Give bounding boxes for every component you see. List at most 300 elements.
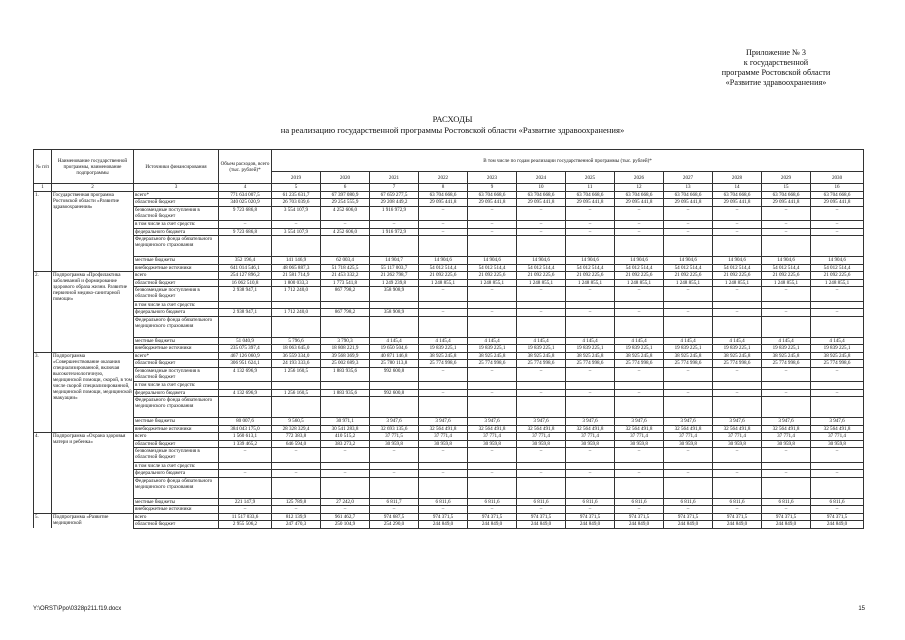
table-row (34, 382, 864, 390)
year-value-cell: 3 947,6 (762, 418, 811, 426)
year-value-cell (517, 301, 566, 309)
year-value-cell: 14 904,6 (468, 256, 517, 264)
year-value-cell: 3 947,6 (468, 418, 517, 426)
year-value-cell: – (811, 228, 864, 236)
year-value-cell: 21 092 225,6 (713, 272, 762, 280)
table-row (34, 470, 864, 478)
total-cell: 4 132 696,9 (219, 367, 272, 381)
year-value-cell (517, 316, 566, 337)
year-value-cell: 3 947,6 (517, 418, 566, 426)
funding-source-cell: местные бюджеты (134, 418, 219, 426)
year-value-cell: 38 925 245,8 (517, 352, 566, 360)
year-value-cell (762, 382, 811, 390)
year-value-cell: 244 849,0 (419, 521, 468, 529)
year-value-cell: 21 092 225,6 (517, 272, 566, 280)
year-value-cell: 141 146,9 (272, 256, 321, 264)
year-value-cell: – (811, 448, 864, 462)
year-value-cell: 6 811,7 (370, 498, 419, 506)
year-value-cell (321, 316, 370, 337)
year-value-cell: 28 328 329,4 (272, 425, 321, 433)
column-index-cell: 2 (52, 184, 134, 192)
year-value-cell: 32 564 491,8 (811, 425, 864, 433)
year-value-cell: – (370, 220, 419, 228)
year-value-cell: 32 564 491,8 (615, 425, 664, 433)
year-value-cell: – (517, 448, 566, 462)
appendix-line: программе Ростовской области (721, 68, 831, 77)
year-value-cell: – (664, 506, 713, 514)
column-index-cell: 14 (713, 184, 762, 192)
year-value-cell: – (762, 309, 811, 317)
year-value-cell: 974 371,5 (664, 513, 713, 521)
header-by-year: В том числе по годам реализации государственной программы (тыс. рублей)* (272, 150, 864, 172)
year-value-cell: 19 839 225,1 (566, 345, 615, 353)
column-index-cell: 4 (219, 184, 272, 192)
year-value-cell: – (762, 220, 811, 228)
year-value-cell: 21 262 798,7 (370, 272, 419, 280)
year-value-cell (566, 382, 615, 390)
year-value-cell: – (468, 448, 517, 462)
year-value-cell (468, 477, 517, 498)
header-year: 2026 (615, 172, 664, 184)
table-row (34, 521, 864, 529)
year-value-cell: 25 002 689,3 (321, 360, 370, 368)
year-value-cell (272, 236, 321, 257)
year-value-cell (713, 397, 762, 418)
year-value-cell: 55 117 003,7 (370, 264, 419, 272)
year-value-cell: – (517, 389, 566, 397)
row-number-cell: 3. (34, 352, 52, 433)
total-cell: 384 043 175,0 (219, 425, 272, 433)
year-value-cell: 3 947,6 (713, 418, 762, 426)
year-value-cell (811, 316, 864, 337)
year-value-cell (615, 236, 664, 257)
year-value-cell: – (615, 228, 664, 236)
year-value-cell: – (419, 448, 468, 462)
year-value-cell: 244 849,0 (664, 521, 713, 529)
year-value-cell: 63 704 668,6 (419, 191, 468, 199)
total-cell: 254 127 896,2 (219, 272, 272, 280)
year-value-cell: 19 839 225,1 (713, 345, 762, 353)
year-value-cell (517, 236, 566, 257)
funding-source-cell: в том числе за счет средств: (134, 301, 219, 309)
document-heading (230, 114, 675, 135)
year-value-cell: – (664, 367, 713, 381)
year-value-cell: – (566, 389, 615, 397)
year-value-cell (664, 236, 713, 257)
year-value-cell: 54 012 514,4 (419, 264, 468, 272)
funding-source-cell: внебюджетные источники (134, 506, 219, 514)
year-value-cell: 29 095 441,8 (664, 199, 713, 207)
year-value-cell (272, 462, 321, 470)
funding-source-cell: Федерального фонда обязательного медицинского страхования (134, 397, 219, 418)
year-value-cell: 1 916 972,9 (370, 206, 419, 220)
year-value-cell (811, 397, 864, 418)
year-value-cell: 29 095 441,8 (517, 199, 566, 207)
year-value-cell: 992 600,8 (370, 367, 419, 381)
year-value-cell: 21 092 225,6 (419, 272, 468, 280)
year-value-cell: – (713, 309, 762, 317)
table-row (34, 433, 864, 441)
year-value-cell: – (419, 287, 468, 301)
year-value-cell (566, 477, 615, 498)
table-row (34, 440, 864, 448)
program-name-cell: Государственная программа Ростовской области «Развитие здравоохранения» (52, 191, 134, 272)
year-value-cell (370, 382, 419, 390)
year-value-cell (468, 236, 517, 257)
year-value-cell: 4 145,4 (615, 337, 664, 345)
year-value-cell: 38 925 245,8 (419, 352, 468, 360)
year-value-cell: 21 092 225,6 (615, 272, 664, 280)
year-value-cell (811, 236, 864, 257)
year-value-cell (615, 316, 664, 337)
year-value-cell: 37 771,4 (468, 433, 517, 441)
year-value-cell (321, 301, 370, 309)
year-value-cell: 37 771,4 (517, 433, 566, 441)
funding-source-cell: федерального бюджета (134, 309, 219, 317)
year-value-cell (419, 397, 468, 418)
total-cell: – (219, 470, 272, 478)
year-value-cell: 244 849,0 (517, 521, 566, 529)
year-value-cell: 26 703 039,6 (272, 199, 321, 207)
total-cell: 11 517 033,6 (219, 513, 272, 521)
year-value-cell (566, 397, 615, 418)
year-value-cell: 974 687,5 (370, 513, 419, 521)
year-value-cell: 14 904,6 (517, 256, 566, 264)
year-value-cell: 63 704 668,6 (615, 191, 664, 199)
year-value-cell (566, 462, 615, 470)
year-value-cell: 54 012 514,4 (566, 264, 615, 272)
year-value-cell (762, 397, 811, 418)
year-value-cell: 974 371,5 (762, 513, 811, 521)
year-value-cell: 21 092 225,6 (762, 272, 811, 280)
year-value-cell: 21 092 225,6 (664, 272, 713, 280)
table-body (34, 184, 864, 529)
year-value-cell (566, 301, 615, 309)
program-name-cell: Подпрограмма «Профилактика заболеваний и формирование здорового образа жизни. Развитие первичной медико-санитарной помощи» (52, 272, 134, 353)
header-year: 2028 (713, 172, 762, 184)
program-name-cell: Подпрограмма «Развитие медицинской (52, 513, 134, 528)
funding-source-cell: областной бюджет (134, 199, 219, 207)
year-value-cell (615, 477, 664, 498)
year-value-cell: – (321, 448, 370, 462)
year-value-cell: 38 925 245,8 (811, 352, 864, 360)
total-cell: 9 723 686,8 (219, 206, 272, 220)
year-value-cell (272, 301, 321, 309)
year-value-cell: – (811, 206, 864, 220)
column-index-cell: 7 (370, 184, 419, 192)
year-value-cell: 974 371,5 (811, 513, 864, 521)
year-value-cell: 29 095 441,8 (615, 199, 664, 207)
year-value-cell: 38 925 245,8 (713, 352, 762, 360)
year-value-cell: 4 145,4 (468, 337, 517, 345)
funding-source-cell: федерального бюджета (134, 470, 219, 478)
year-value-cell: 358 908,9 (370, 309, 419, 317)
table-row (34, 191, 864, 199)
year-value-cell: 32 693 135,6 (370, 425, 419, 433)
year-value-cell: 32 564 491,8 (468, 425, 517, 433)
year-value-cell: 772 383,8 (272, 433, 321, 441)
year-value-cell (664, 382, 713, 390)
year-value-cell (811, 301, 864, 309)
table-row (34, 309, 864, 317)
year-value-cell: 21 092 225,6 (468, 272, 517, 280)
year-value-cell (370, 477, 419, 498)
year-value-cell: – (370, 506, 419, 514)
appendix-line: Приложение № 3 (746, 48, 806, 57)
year-value-cell: 21 092 225,6 (566, 272, 615, 280)
year-value-cell: 14 904,6 (615, 256, 664, 264)
total-cell: 16 062 510,8 (219, 279, 272, 287)
year-value-cell: 14 904,6 (762, 256, 811, 264)
header-num: № п/п (34, 150, 52, 184)
year-value-cell: 1 248 855,1 (811, 279, 864, 287)
year-value-cell: 4 252 606,0 (321, 206, 370, 220)
total-cell: – (219, 506, 272, 514)
funding-source-cell: в том числе за счет средств: (134, 220, 219, 228)
header-year: 2027 (664, 172, 713, 184)
year-value-cell: 1 883 935,6 (321, 389, 370, 397)
total-cell (219, 301, 272, 309)
header-source: Источники финансирования (134, 150, 219, 184)
year-value-cell: 4 145,4 (811, 337, 864, 345)
year-value-cell: – (321, 470, 370, 478)
total-cell: 9 723 686,8 (219, 228, 272, 236)
year-value-cell: – (713, 367, 762, 381)
year-value-cell: – (419, 506, 468, 514)
year-value-cell: 4 145,4 (517, 337, 566, 345)
year-value-cell: 1 248 855,1 (762, 279, 811, 287)
year-value-cell: 19 839 225,1 (615, 345, 664, 353)
table-row (34, 337, 864, 345)
year-value-cell (762, 301, 811, 309)
year-value-cell: 3 947,6 (615, 418, 664, 426)
year-value-cell: 1 800 033,3 (272, 279, 321, 287)
year-value-cell: 29 208 449,2 (370, 199, 419, 207)
year-value-cell: 29 254 555,9 (321, 199, 370, 207)
year-value-cell: 30 971,1 (321, 418, 370, 426)
total-cell: 2 955 506,2 (219, 521, 272, 529)
year-value-cell: 410 515,2 (321, 433, 370, 441)
year-value-cell: – (811, 506, 864, 514)
year-value-cell: – (615, 220, 664, 228)
year-value-cell (615, 301, 664, 309)
year-value-cell: 21 092 225,6 (811, 272, 864, 280)
year-value-cell: – (762, 287, 811, 301)
year-value-cell: – (664, 470, 713, 478)
year-value-cell: 63 704 668,6 (713, 191, 762, 199)
year-value-cell: 6 811,6 (419, 498, 468, 506)
funding-source-cell: федерального бюджета (134, 389, 219, 397)
funding-source-cell: местные бюджеты (134, 256, 219, 264)
column-index-cell: 5 (272, 184, 321, 192)
year-value-cell: 1 256 160,5 (272, 367, 321, 381)
year-value-cell (811, 477, 864, 498)
expenses-table-wrap (33, 149, 863, 529)
year-value-cell: 27 242,0 (321, 498, 370, 506)
year-value-cell: – (517, 506, 566, 514)
year-value-cell: 125 789,8 (272, 498, 321, 506)
appendix-block (676, 48, 876, 88)
year-value-cell: 812 139,9 (272, 513, 321, 521)
year-value-cell (762, 462, 811, 470)
year-value-cell (762, 316, 811, 337)
year-value-cell: – (615, 389, 664, 397)
year-value-cell: 3 947,6 (370, 418, 419, 426)
year-value-cell (468, 397, 517, 418)
header-year: 2019 (272, 172, 321, 184)
year-value-cell: 961 462,7 (321, 513, 370, 521)
column-index-cell: 12 (615, 184, 664, 192)
funding-source-cell: федерального бюджета (134, 228, 219, 236)
year-value-cell: 61 235 631,7 (272, 191, 321, 199)
year-value-cell: 3 947,6 (419, 418, 468, 426)
year-value-cell: 3 554 107,9 (272, 206, 321, 220)
total-cell: 2 938 947,1 (219, 309, 272, 317)
year-value-cell: – (713, 287, 762, 301)
year-value-cell: 29 095 441,8 (419, 199, 468, 207)
year-value-cell (615, 397, 664, 418)
year-value-cell: – (272, 470, 321, 478)
year-value-cell: 38 925 245,8 (615, 352, 664, 360)
year-value-cell: – (566, 220, 615, 228)
total-cell (219, 236, 272, 257)
table-row (34, 448, 864, 462)
year-value-cell: – (811, 287, 864, 301)
header-year: 2022 (419, 172, 468, 184)
year-value-cell: 14 904,7 (370, 256, 419, 264)
year-value-cell: – (419, 220, 468, 228)
year-value-cell: – (468, 367, 517, 381)
year-value-cell: – (615, 206, 664, 220)
table-row (34, 236, 864, 257)
year-value-cell: – (419, 206, 468, 220)
table-row (34, 220, 864, 228)
year-value-cell: 1 712 240,0 (272, 309, 321, 317)
year-value-cell: 18 808 221,9 (321, 345, 370, 353)
row-number-cell: 4. (34, 433, 52, 514)
funding-source-cell: всего (134, 272, 219, 280)
year-value-cell: 30 959,8 (811, 440, 864, 448)
year-value-cell: 29 095 441,8 (566, 199, 615, 207)
table-row (34, 397, 864, 418)
year-value-cell: 29 095 441,8 (762, 199, 811, 207)
table-row (34, 389, 864, 397)
year-value-cell: 40 871 146,8 (370, 352, 419, 360)
year-value-cell: 63 704 668,6 (664, 191, 713, 199)
table-row (34, 477, 864, 498)
year-value-cell (468, 301, 517, 309)
year-value-cell: 1 248 855,1 (615, 279, 664, 287)
year-value-cell: 67 397 080,9 (321, 191, 370, 199)
year-value-cell: 1 916 972,9 (370, 228, 419, 236)
year-value-cell: – (762, 470, 811, 478)
year-value-cell: 62 003,4 (321, 256, 370, 264)
year-value-cell: 32 564 491,8 (664, 425, 713, 433)
appendix-line: «Развитие здравоохранения» (725, 78, 827, 87)
year-value-cell: 32 564 491,8 (419, 425, 468, 433)
total-cell: 641 014 546,1 (219, 264, 272, 272)
footer-page-number: 15 (858, 606, 865, 612)
year-value-cell: 3 790,3 (321, 337, 370, 345)
year-value-cell: – (762, 367, 811, 381)
year-value-cell: 54 012 514,4 (664, 264, 713, 272)
year-value-cell: – (664, 228, 713, 236)
year-value-cell (370, 462, 419, 470)
year-value-cell: – (615, 448, 664, 462)
year-value-cell: 63 704 668,6 (762, 191, 811, 199)
year-value-cell (321, 477, 370, 498)
table-row (34, 498, 864, 506)
column-index-cell: 16 (811, 184, 864, 192)
year-value-cell: – (762, 206, 811, 220)
year-value-cell (419, 301, 468, 309)
column-index-cell: 3 (134, 184, 219, 192)
year-value-cell: 6 811,6 (762, 498, 811, 506)
row-number-cell: 2. (34, 272, 52, 353)
funding-source-cell: Федерального фонда обязательного медицинского страхования (134, 316, 219, 337)
year-value-cell: – (664, 309, 713, 317)
year-value-cell: – (664, 448, 713, 462)
year-value-cell: – (468, 228, 517, 236)
total-cell: 4 132 696,9 (219, 389, 272, 397)
year-value-cell: – (419, 389, 468, 397)
document-title: РАСХОДЫ (432, 114, 473, 124)
year-value-cell: 54 012 514,4 (713, 264, 762, 272)
total-cell: 2 938 947,1 (219, 287, 272, 301)
funding-source-cell: внебюджетные источники (134, 345, 219, 353)
year-value-cell: 4 145,4 (419, 337, 468, 345)
year-value-cell (664, 316, 713, 337)
funding-source-cell: областной бюджет (134, 279, 219, 287)
table-row (34, 360, 864, 368)
year-value-cell: 1 248 855,1 (419, 279, 468, 287)
year-value-cell: – (517, 367, 566, 381)
year-value-cell: 6 811,6 (517, 498, 566, 506)
column-index-row (34, 184, 864, 192)
year-value-cell: – (762, 389, 811, 397)
year-value-cell: – (713, 206, 762, 220)
year-value-cell (517, 397, 566, 418)
header-year: 2024 (517, 172, 566, 184)
table-row (34, 228, 864, 236)
year-value-cell: 250 104,9 (321, 521, 370, 529)
total-cell (219, 462, 272, 470)
year-value-cell: 992 600,8 (370, 389, 419, 397)
year-value-cell: – (811, 220, 864, 228)
year-value-cell (370, 301, 419, 309)
year-value-cell: – (713, 389, 762, 397)
expenses-table (33, 149, 864, 529)
year-value-cell: 30 541 283,8 (321, 425, 370, 433)
header-total: Объем расходов, всего (тыс. рублей)* (219, 150, 272, 184)
year-value-cell (713, 316, 762, 337)
year-value-cell (370, 316, 419, 337)
year-value-cell: 6 811,6 (468, 498, 517, 506)
year-value-cell: – (811, 367, 864, 381)
year-value-cell: – (321, 506, 370, 514)
year-value-cell (419, 462, 468, 470)
funding-source-cell: местные бюджеты (134, 337, 219, 345)
document-subtitle: на реализацию государственной программы Ростовской области «Развитие здравоохранения» (280, 124, 625, 135)
header-year: 2023 (468, 172, 517, 184)
year-value-cell (468, 316, 517, 337)
funding-source-cell: внебюджетные источники (134, 425, 219, 433)
total-cell: 80 007,6 (219, 418, 272, 426)
year-value-cell: 974 371,5 (419, 513, 468, 521)
funding-source-cell: безвозмездные поступления в областной бюджет (134, 206, 219, 220)
total-cell: – (219, 448, 272, 462)
year-value-cell (419, 316, 468, 337)
